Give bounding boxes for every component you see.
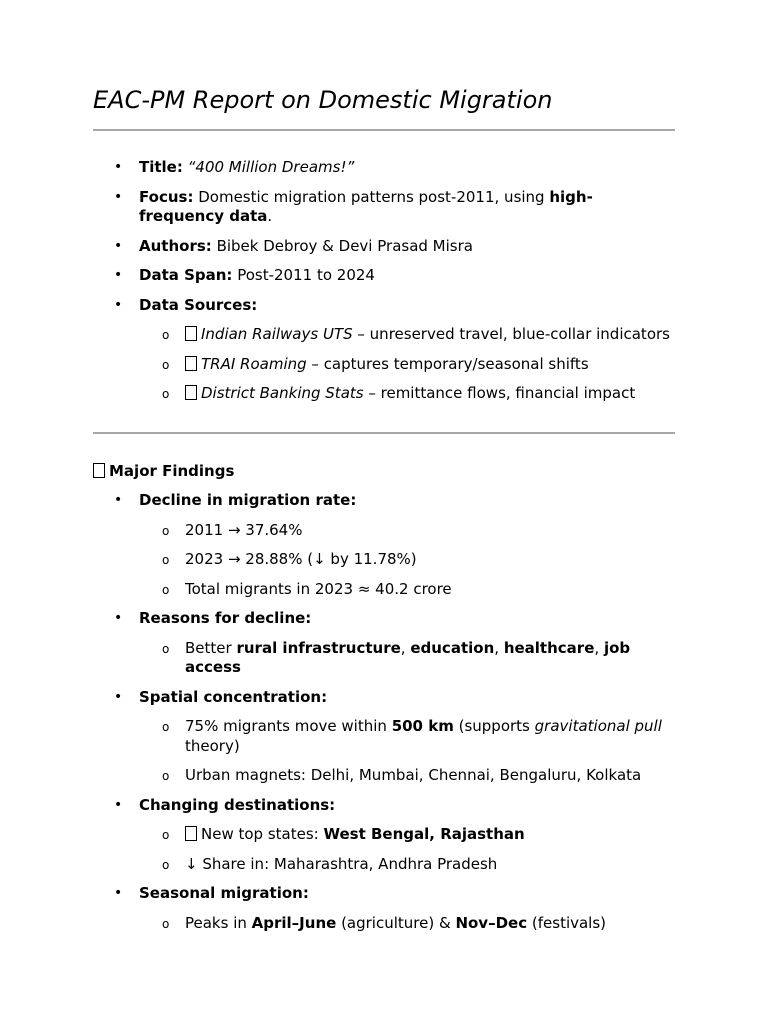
- decline-item: o 2023 → 28.88% (↓ by 11.78%): [139, 550, 675, 570]
- list-item-authors: [93, 237, 675, 257]
- findings-heading: [93, 461, 234, 481]
- missing-glyph-icon: [185, 356, 197, 371]
- sources-label: Data Sources:: [139, 295, 258, 314]
- list-item-span: [93, 266, 675, 286]
- source-desc: – remittance flows, financial impact: [368, 384, 636, 402]
- list-item-sources: [93, 296, 675, 404]
- sources-list: [139, 325, 675, 404]
- seasonal-list: [139, 914, 675, 934]
- reasons-education: education: [410, 638, 495, 657]
- missing-glyph-icon: [185, 326, 197, 341]
- list-item-decline: [93, 491, 675, 599]
- destinations-states: West Bengal, Rajasthan: [323, 825, 525, 843]
- decline-list: [139, 521, 675, 600]
- source-item: [139, 325, 675, 345]
- decline-item: o 2011 → 37.64%: [139, 521, 675, 541]
- source-desc: – captures temporary/seasonal shifts: [311, 354, 589, 373]
- reasons-healthcare: healthcare: [503, 638, 595, 657]
- seasonal-item: [139, 914, 675, 934]
- list-item-reasons: [93, 609, 675, 678]
- reasons-sep: ,: [494, 638, 500, 657]
- spatial-item: o Urban magnets: Delhi, Mumbai, Chennai, Bengaluru, Kolkata: [139, 766, 675, 786]
- missing-glyph-icon: [185, 826, 197, 841]
- reasons-item: [139, 639, 675, 678]
- findings-list: [93, 491, 675, 943]
- divider-top: [93, 129, 675, 131]
- destinations-item: [139, 825, 675, 845]
- spatial-distance: 500 km: [391, 717, 454, 735]
- spatial-item: [139, 717, 675, 756]
- missing-glyph-icon: [93, 463, 105, 478]
- spatial-text: 75% migrants move within: [185, 717, 387, 735]
- list-item-focus: [93, 188, 675, 227]
- destinations-list: [139, 825, 675, 874]
- reasons-prefix: Better: [185, 638, 232, 657]
- reasons-job-access: job access: [185, 638, 631, 676]
- focus-text: Domestic migration patterns post-2011, using: [198, 187, 545, 206]
- destinations-item: o ↓ Share in: Maharashtra, Andhra Pradesh: [139, 855, 675, 875]
- authors-value: Bibek Debroy & Devi Prasad Misra: [216, 236, 473, 255]
- title-label: Title:: [139, 158, 183, 176]
- spatial-label: Spatial concentration:: [139, 687, 328, 706]
- spatial-list: [139, 717, 675, 786]
- destinations-text: New top states:: [201, 825, 319, 843]
- reasons-list: [139, 639, 675, 678]
- decline-label: Decline in migration rate:: [139, 491, 357, 509]
- seasonal-text: Peaks in: [185, 913, 247, 932]
- spatial-theory: gravitational pull: [534, 717, 662, 735]
- reasons-sep: ,: [400, 638, 406, 657]
- seasonal-label: Seasonal migration:: [139, 884, 309, 902]
- seasonal-text: (festivals): [531, 913, 607, 932]
- seasonal-period-1: April–June: [251, 913, 337, 932]
- spatial-text: theory): [185, 736, 240, 755]
- divider-middle: [93, 432, 675, 434]
- decline-item: o Total migrants in 2023 ≈ 40.2 crore: [139, 580, 675, 600]
- title-value: “400 Million Dreams!”: [187, 158, 355, 176]
- seasonal-period-2: Nov–Dec: [455, 913, 528, 932]
- document-title: EAC-PM Report on Domestic Migration: [93, 86, 553, 114]
- source-desc: – unreserved travel, blue-collar indicators: [357, 325, 670, 343]
- source-item: [139, 384, 675, 404]
- reasons-sep: ,: [594, 638, 600, 657]
- focus-label: Focus:: [139, 187, 194, 206]
- seasonal-text: (agriculture) &: [341, 913, 451, 932]
- spatial-text: (supports: [458, 717, 530, 735]
- reasons-label: Reasons for decline:: [139, 609, 312, 627]
- source-name: District Banking Stats: [201, 384, 364, 402]
- missing-glyph-icon: [185, 385, 197, 400]
- findings-heading-text: Major Findings: [109, 462, 235, 480]
- destinations-label: Changing destinations:: [139, 795, 336, 814]
- summary-list: [93, 158, 675, 414]
- span-label: Data Span:: [139, 266, 233, 284]
- list-item-spatial: [93, 688, 675, 786]
- source-item: [139, 355, 675, 375]
- span-value: Post-2011 to 2024: [237, 266, 375, 284]
- source-name: Indian Railways UTS: [201, 325, 353, 343]
- list-item-seasonal: [93, 884, 675, 933]
- authors-label: Authors:: [139, 236, 212, 255]
- list-item-title: [93, 158, 675, 178]
- reasons-infrastructure: rural infrastructure: [236, 638, 401, 657]
- source-name: TRAI Roaming: [201, 354, 307, 373]
- focus-bold: high-frequency data: [139, 187, 593, 225]
- focus-end: .: [267, 207, 273, 225]
- list-item-destinations: [93, 796, 675, 875]
